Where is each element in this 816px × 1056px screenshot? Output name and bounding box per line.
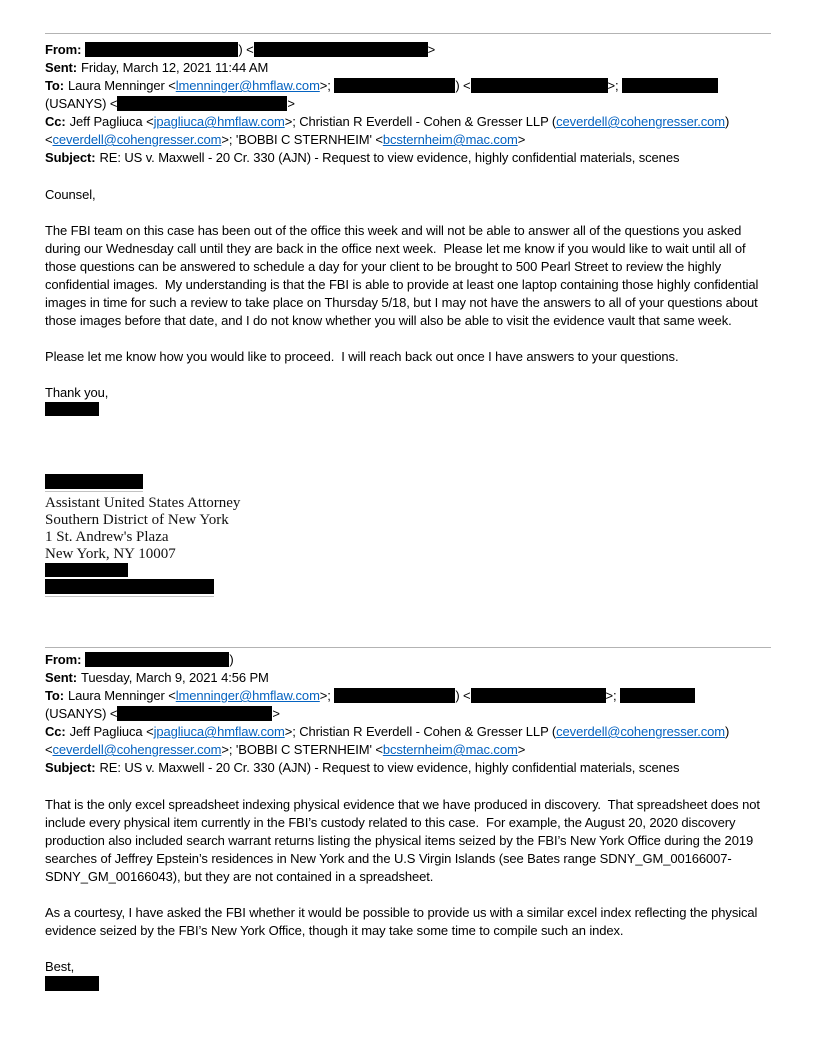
signature-line: Assistant United States Attorney bbox=[45, 495, 241, 511]
email-header-line bbox=[45, 59, 805, 77]
header-text: >; bbox=[319, 78, 335, 93]
redaction-bar bbox=[45, 474, 143, 492]
header-field-label: Cc: bbox=[45, 724, 66, 739]
header-field-label: Subject: bbox=[45, 760, 96, 775]
signature-block bbox=[45, 474, 771, 597]
header-field-label: Sent: bbox=[45, 60, 78, 75]
redaction-bar bbox=[622, 78, 718, 93]
header-text: >; bbox=[319, 688, 335, 703]
email-header-line bbox=[45, 687, 805, 705]
header-field-label: To: bbox=[45, 688, 64, 703]
email-header-line bbox=[45, 95, 805, 113]
header-text: Laura Menninger < bbox=[67, 78, 176, 93]
body-paragraph: Best, bbox=[45, 959, 75, 974]
redaction-bar bbox=[45, 402, 99, 416]
header-text: > bbox=[517, 742, 526, 757]
redaction-bar bbox=[334, 78, 455, 93]
email-header-line bbox=[45, 759, 805, 777]
header-text: ) < bbox=[238, 42, 254, 57]
email-header-line bbox=[45, 41, 805, 59]
email-header-line bbox=[45, 149, 805, 167]
redaction-row bbox=[45, 474, 771, 492]
redaction-bar bbox=[117, 706, 272, 721]
email-header-line bbox=[45, 669, 805, 687]
redaction-row bbox=[45, 976, 771, 991]
header-text: RE: US v. Maxwell - 20 Cr. 330 (AJN) - Request to view evidence, highly confidential materials, scenes bbox=[99, 150, 680, 165]
signature-line: 1 St. Andrew's Plaza bbox=[45, 529, 169, 545]
email-address-link[interactable]: bcsternheim@mac.com bbox=[382, 742, 518, 757]
header-text: >; Christian R Everdell - Cohen & Gresser LLP ( bbox=[284, 114, 557, 129]
email-address-link[interactable]: ceverdell@cohengresser.com bbox=[52, 132, 222, 147]
body-paragraph: Thank you, bbox=[45, 385, 109, 400]
header-text: (USANYS) < bbox=[45, 706, 118, 721]
signature-line: New York, NY 10007 bbox=[45, 546, 176, 562]
email-address-link[interactable]: ceverdell@cohengresser.com bbox=[52, 742, 222, 757]
header-field-label: To: bbox=[45, 78, 64, 93]
header-text: ) < bbox=[455, 78, 471, 93]
section-divider bbox=[45, 647, 771, 648]
header-text: (USANYS) < bbox=[45, 96, 118, 111]
signature-line: Southern District of New York bbox=[45, 512, 229, 528]
email-address-link[interactable]: lmenninger@hmflaw.com bbox=[175, 688, 320, 703]
redaction-bar bbox=[471, 78, 608, 93]
email1-body bbox=[45, 186, 771, 416]
email-address-link[interactable]: bcsternheim@mac.com bbox=[382, 132, 518, 147]
header-field-label: Cc: bbox=[45, 114, 66, 129]
redaction-bar bbox=[117, 96, 287, 111]
header-text: Jeff Pagliuca < bbox=[69, 114, 154, 129]
header-text: < bbox=[45, 132, 53, 147]
email-address-link[interactable]: ceverdell@cohengresser.com bbox=[556, 724, 726, 739]
redaction-bar bbox=[45, 563, 128, 577]
header-text: >; bbox=[605, 688, 621, 703]
redaction-bar bbox=[85, 42, 238, 57]
header-text: Tuesday, March 9, 2021 4:56 PM bbox=[81, 670, 269, 685]
header-text: > bbox=[272, 706, 280, 721]
header-field-label: From: bbox=[45, 652, 82, 667]
email-header-line bbox=[45, 723, 805, 741]
email-header-line bbox=[45, 77, 805, 95]
header-text: >; 'BOBBI C STERNHEIM' < bbox=[221, 742, 383, 757]
body-paragraph: The FBI team on this case has been out of the office this week and will not be able to answer all of the questions you asked during our Wednesday call until they are back in the office next week. Please let me know if you would like to wait until all of those questions can be answered to schedule a day for your client to be brought to 500 Pearl Street to review the highly confidential images. My understanding is that the FBI is able to provide at least one laptop containing those highly confidential images in time for such a review to take place on Thursday 5/18, but I may not have the answers to all of your questions about those images before that date, and I do not know whether you will also be able to visit the evidence vault that same week. bbox=[45, 223, 762, 328]
email-address-link[interactable]: ceverdell@cohengresser.com bbox=[556, 114, 726, 129]
email-address-link[interactable]: jpagliuca@hmflaw.com bbox=[153, 114, 285, 129]
section-divider bbox=[45, 33, 771, 34]
header-text: < bbox=[45, 742, 53, 757]
body-paragraph: As a courtesy, I have asked the FBI whether it would be possible to provide us with a similar excel index reflecting the physical evidence seized by the FBI’s New York Office, though it may take some time to compile such an index. bbox=[45, 905, 761, 938]
header-field-label: Sent: bbox=[45, 670, 78, 685]
email2-header bbox=[45, 651, 805, 777]
header-text: Friday, March 12, 2021 11:44 AM bbox=[81, 60, 269, 75]
redaction-bar bbox=[254, 42, 428, 57]
header-text: > bbox=[517, 132, 526, 147]
redaction-row bbox=[45, 579, 771, 597]
redaction-bar bbox=[45, 579, 214, 597]
header-text: >; Christian R Everdell - Cohen & Gresser LLP ( bbox=[284, 724, 557, 739]
header-text: > bbox=[287, 96, 295, 111]
header-text: ) bbox=[229, 652, 234, 667]
redaction-row bbox=[45, 563, 771, 577]
header-text: ) < bbox=[455, 688, 471, 703]
header-text: ) bbox=[725, 114, 730, 129]
redaction-bar bbox=[620, 688, 695, 703]
redaction-row bbox=[45, 402, 771, 416]
redaction-bar bbox=[85, 652, 229, 667]
email1-header bbox=[45, 41, 805, 167]
header-text: >; bbox=[607, 78, 623, 93]
redaction-bar bbox=[471, 688, 606, 703]
header-text: RE: US v. Maxwell - 20 Cr. 330 (AJN) - Request to view evidence, highly confidential materials, scenes bbox=[99, 760, 680, 775]
redaction-bar bbox=[45, 976, 99, 991]
email-header-line bbox=[45, 113, 805, 131]
header-field-label: Subject: bbox=[45, 150, 96, 165]
body-paragraph: Counsel, bbox=[45, 187, 96, 202]
header-field-label: From: bbox=[45, 42, 82, 57]
email-address-link[interactable]: lmenninger@hmflaw.com bbox=[175, 78, 320, 93]
email-header-line bbox=[45, 741, 805, 759]
header-text: ) bbox=[725, 724, 730, 739]
email2-body bbox=[45, 796, 771, 991]
email-address-link[interactable]: jpagliuca@hmflaw.com bbox=[153, 724, 285, 739]
body-paragraph: Please let me know how you would like to proceed. I will reach back out once I have answers to your questions. bbox=[45, 349, 679, 364]
body-paragraph: That is the only excel spreadsheet indexing physical evidence that we have produced in discovery. That spreadsheet does not include every physical item currently in the FBI’s custody related to this case. For example, the August 20, 2020 discovery production also included search warrant returns listing the physical items seized by the FBI’s New York Office during the 2019 searches of Jeffrey Epstein’s residences in New York and the U.S Virgin Islands (see Bates range SDNY_GM_00166007-SDNY_GM_00166043), but they are not contained in a spreadsheet. bbox=[45, 797, 764, 884]
header-text: Laura Menninger < bbox=[67, 688, 176, 703]
header-text: Jeff Pagliuca < bbox=[69, 724, 154, 739]
email-header-line bbox=[45, 651, 805, 669]
email-header-line bbox=[45, 131, 805, 149]
redaction-bar bbox=[334, 688, 455, 703]
email-header-line bbox=[45, 705, 805, 723]
header-text: > bbox=[427, 42, 436, 57]
header-text: >; 'BOBBI C STERNHEIM' < bbox=[221, 132, 383, 147]
